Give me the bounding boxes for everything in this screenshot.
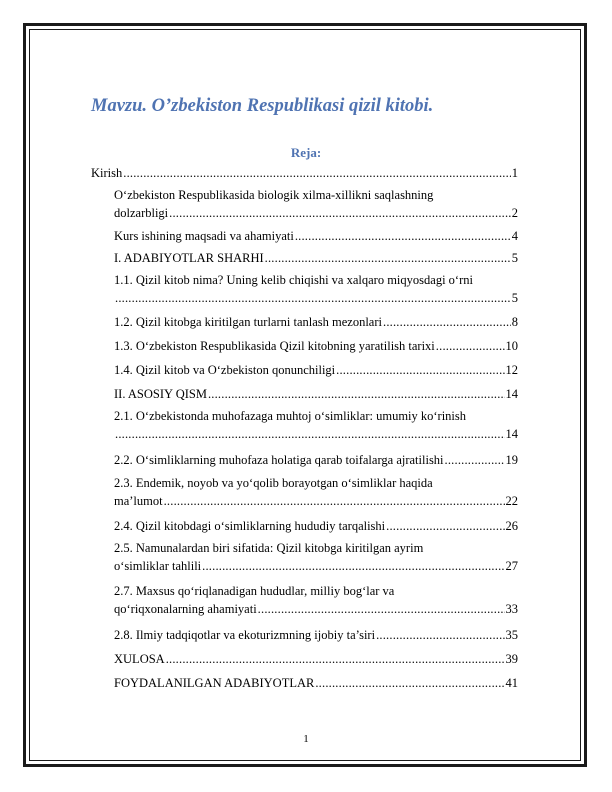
toc-entry-page: 12 bbox=[505, 363, 518, 377]
toc-entry-page: 14 bbox=[505, 427, 518, 441]
toc-entry-label: 1.2. Qizil kitobga kiritilgan turlarni tanlash mezonlari bbox=[114, 315, 382, 329]
toc-entry-page: 19 bbox=[505, 453, 518, 467]
toc-entry-page: 5 bbox=[511, 291, 518, 305]
toc-entry bbox=[91, 164, 518, 182]
toc-entry bbox=[114, 186, 518, 222]
toc-entry-label: I. ADABIYOTLAR SHARHI bbox=[114, 251, 264, 265]
toc-entry-page: 41 bbox=[505, 676, 518, 690]
toc-entry bbox=[114, 474, 518, 510]
toc-entry-page: 14 bbox=[505, 387, 518, 401]
toc-entry-page: 27 bbox=[505, 559, 518, 573]
toc-entry-page: 22 bbox=[505, 494, 518, 508]
dot-leader bbox=[164, 492, 505, 510]
dot-leader bbox=[383, 313, 511, 331]
dot-leader bbox=[202, 557, 504, 575]
toc-entry bbox=[114, 582, 518, 618]
dot-leader bbox=[295, 227, 511, 245]
toc-entry-page: 39 bbox=[505, 652, 518, 666]
dot-leader bbox=[169, 204, 511, 222]
toc-entry-label-line1: O‘zbekiston Respublikasida biologik xilma-xillikni saqlashning bbox=[114, 188, 434, 202]
toc-entry-label: 2.4. Qizil kitobdagi o‘simliklarning hududiy tarqalishi bbox=[114, 519, 386, 533]
toc-entry-label-line1: 1.1. Qizil kitob nima? Uning kelib chiqishi va xalqaro miqyosdagi o‘rni bbox=[114, 273, 473, 287]
toc-entry bbox=[114, 385, 518, 403]
toc-entry-label-line1: 2.3. Endemik, noyob va yo‘qolib borayotgan o‘simliklar haqida bbox=[114, 476, 433, 490]
toc-entry-page: 5 bbox=[511, 251, 518, 265]
toc-entry-label-line1: 2.1. O‘zbekistonda muhofazaga muhtoj o‘simliklar: umumiy ko‘rinish bbox=[114, 409, 467, 423]
plan-heading: Reja: bbox=[290, 145, 322, 160]
dot-leader bbox=[166, 650, 505, 668]
toc-entry-label: 2.8. Ilmiy tadqiqotlar va ekoturizmning ijobiy ta’siri bbox=[114, 628, 376, 642]
toc-entry-label: 2.2. O‘simliklarning muhofaza holatiga qarab toifalarga ajratilishi bbox=[114, 453, 444, 467]
toc-entry-label-line1: 2.7. Maxsus qo‘riqlanadigan hududlar, milliy bog‘lar va bbox=[114, 584, 395, 598]
dot-leader bbox=[115, 289, 511, 307]
toc-entry bbox=[114, 337, 518, 355]
toc-entry-label: qo‘riqxonalarning ahamiyati bbox=[114, 602, 257, 616]
toc-entry bbox=[114, 313, 518, 331]
toc-entry bbox=[114, 451, 518, 469]
toc-entry bbox=[114, 650, 518, 668]
toc-entry-label: Kurs ishining maqsadi va ahamiyati bbox=[114, 229, 294, 243]
toc-entry-label: ma’lumot bbox=[114, 494, 163, 508]
dot-leader bbox=[265, 249, 511, 267]
dot-leader bbox=[258, 600, 505, 618]
toc-entry-page: 35 bbox=[505, 628, 518, 642]
toc-entry-page: 10 bbox=[505, 339, 518, 353]
dot-leader bbox=[315, 674, 504, 692]
toc-entry-label-line1: 2.5. Namunalardan biri sifatida: Qizil kitobga kiritilgan ayrim bbox=[114, 541, 424, 555]
dot-leader bbox=[445, 451, 505, 469]
dot-leader bbox=[376, 626, 504, 644]
toc-entry-label: 1.4. Qizil kitob va O‘zbekiston qonunchiligi bbox=[114, 363, 336, 377]
toc-entry-label: Kirish bbox=[91, 166, 123, 180]
toc-entry-label: FOYDALANILGAN ADABIYOTLAR bbox=[114, 676, 315, 690]
toc-entry-label: II. ASOSIY QISM bbox=[114, 387, 207, 401]
dot-leader bbox=[208, 385, 505, 403]
dot-leader bbox=[386, 517, 504, 535]
dot-leader bbox=[115, 425, 505, 443]
toc-entry bbox=[114, 407, 518, 443]
toc-entry-page: 33 bbox=[505, 602, 518, 616]
dot-leader bbox=[123, 164, 511, 182]
dot-leader bbox=[336, 361, 504, 379]
toc-entry bbox=[114, 361, 518, 379]
toc-entry-page: 1 bbox=[511, 166, 518, 180]
toc-entry-page: 8 bbox=[511, 315, 518, 329]
toc-entry bbox=[114, 674, 518, 692]
toc-entry-page: 26 bbox=[505, 519, 518, 533]
toc-entry-label: o‘simliklar tahlili bbox=[114, 559, 202, 573]
toc-entry-label: dolzarbligi bbox=[114, 206, 169, 220]
dot-leader bbox=[436, 337, 505, 355]
toc-entry bbox=[114, 271, 518, 307]
document-title: Mavzu. O’zbekiston Respublikasi qizil kitobi. bbox=[91, 96, 434, 116]
toc-entry-page: 4 bbox=[511, 229, 518, 243]
toc-entry bbox=[114, 626, 518, 644]
toc-entry bbox=[114, 539, 518, 575]
toc-entry bbox=[114, 249, 518, 267]
toc-entry bbox=[114, 517, 518, 535]
toc-entry-page: 2 bbox=[511, 206, 518, 220]
toc-entry bbox=[114, 227, 518, 245]
toc-entry-label: 1.3. O‘zbekiston Respublikasida Qizil kitobning yaratilish tarixi bbox=[114, 339, 435, 353]
page-number: 1 bbox=[303, 733, 309, 745]
toc-entry-label: XULOSA bbox=[114, 652, 165, 666]
